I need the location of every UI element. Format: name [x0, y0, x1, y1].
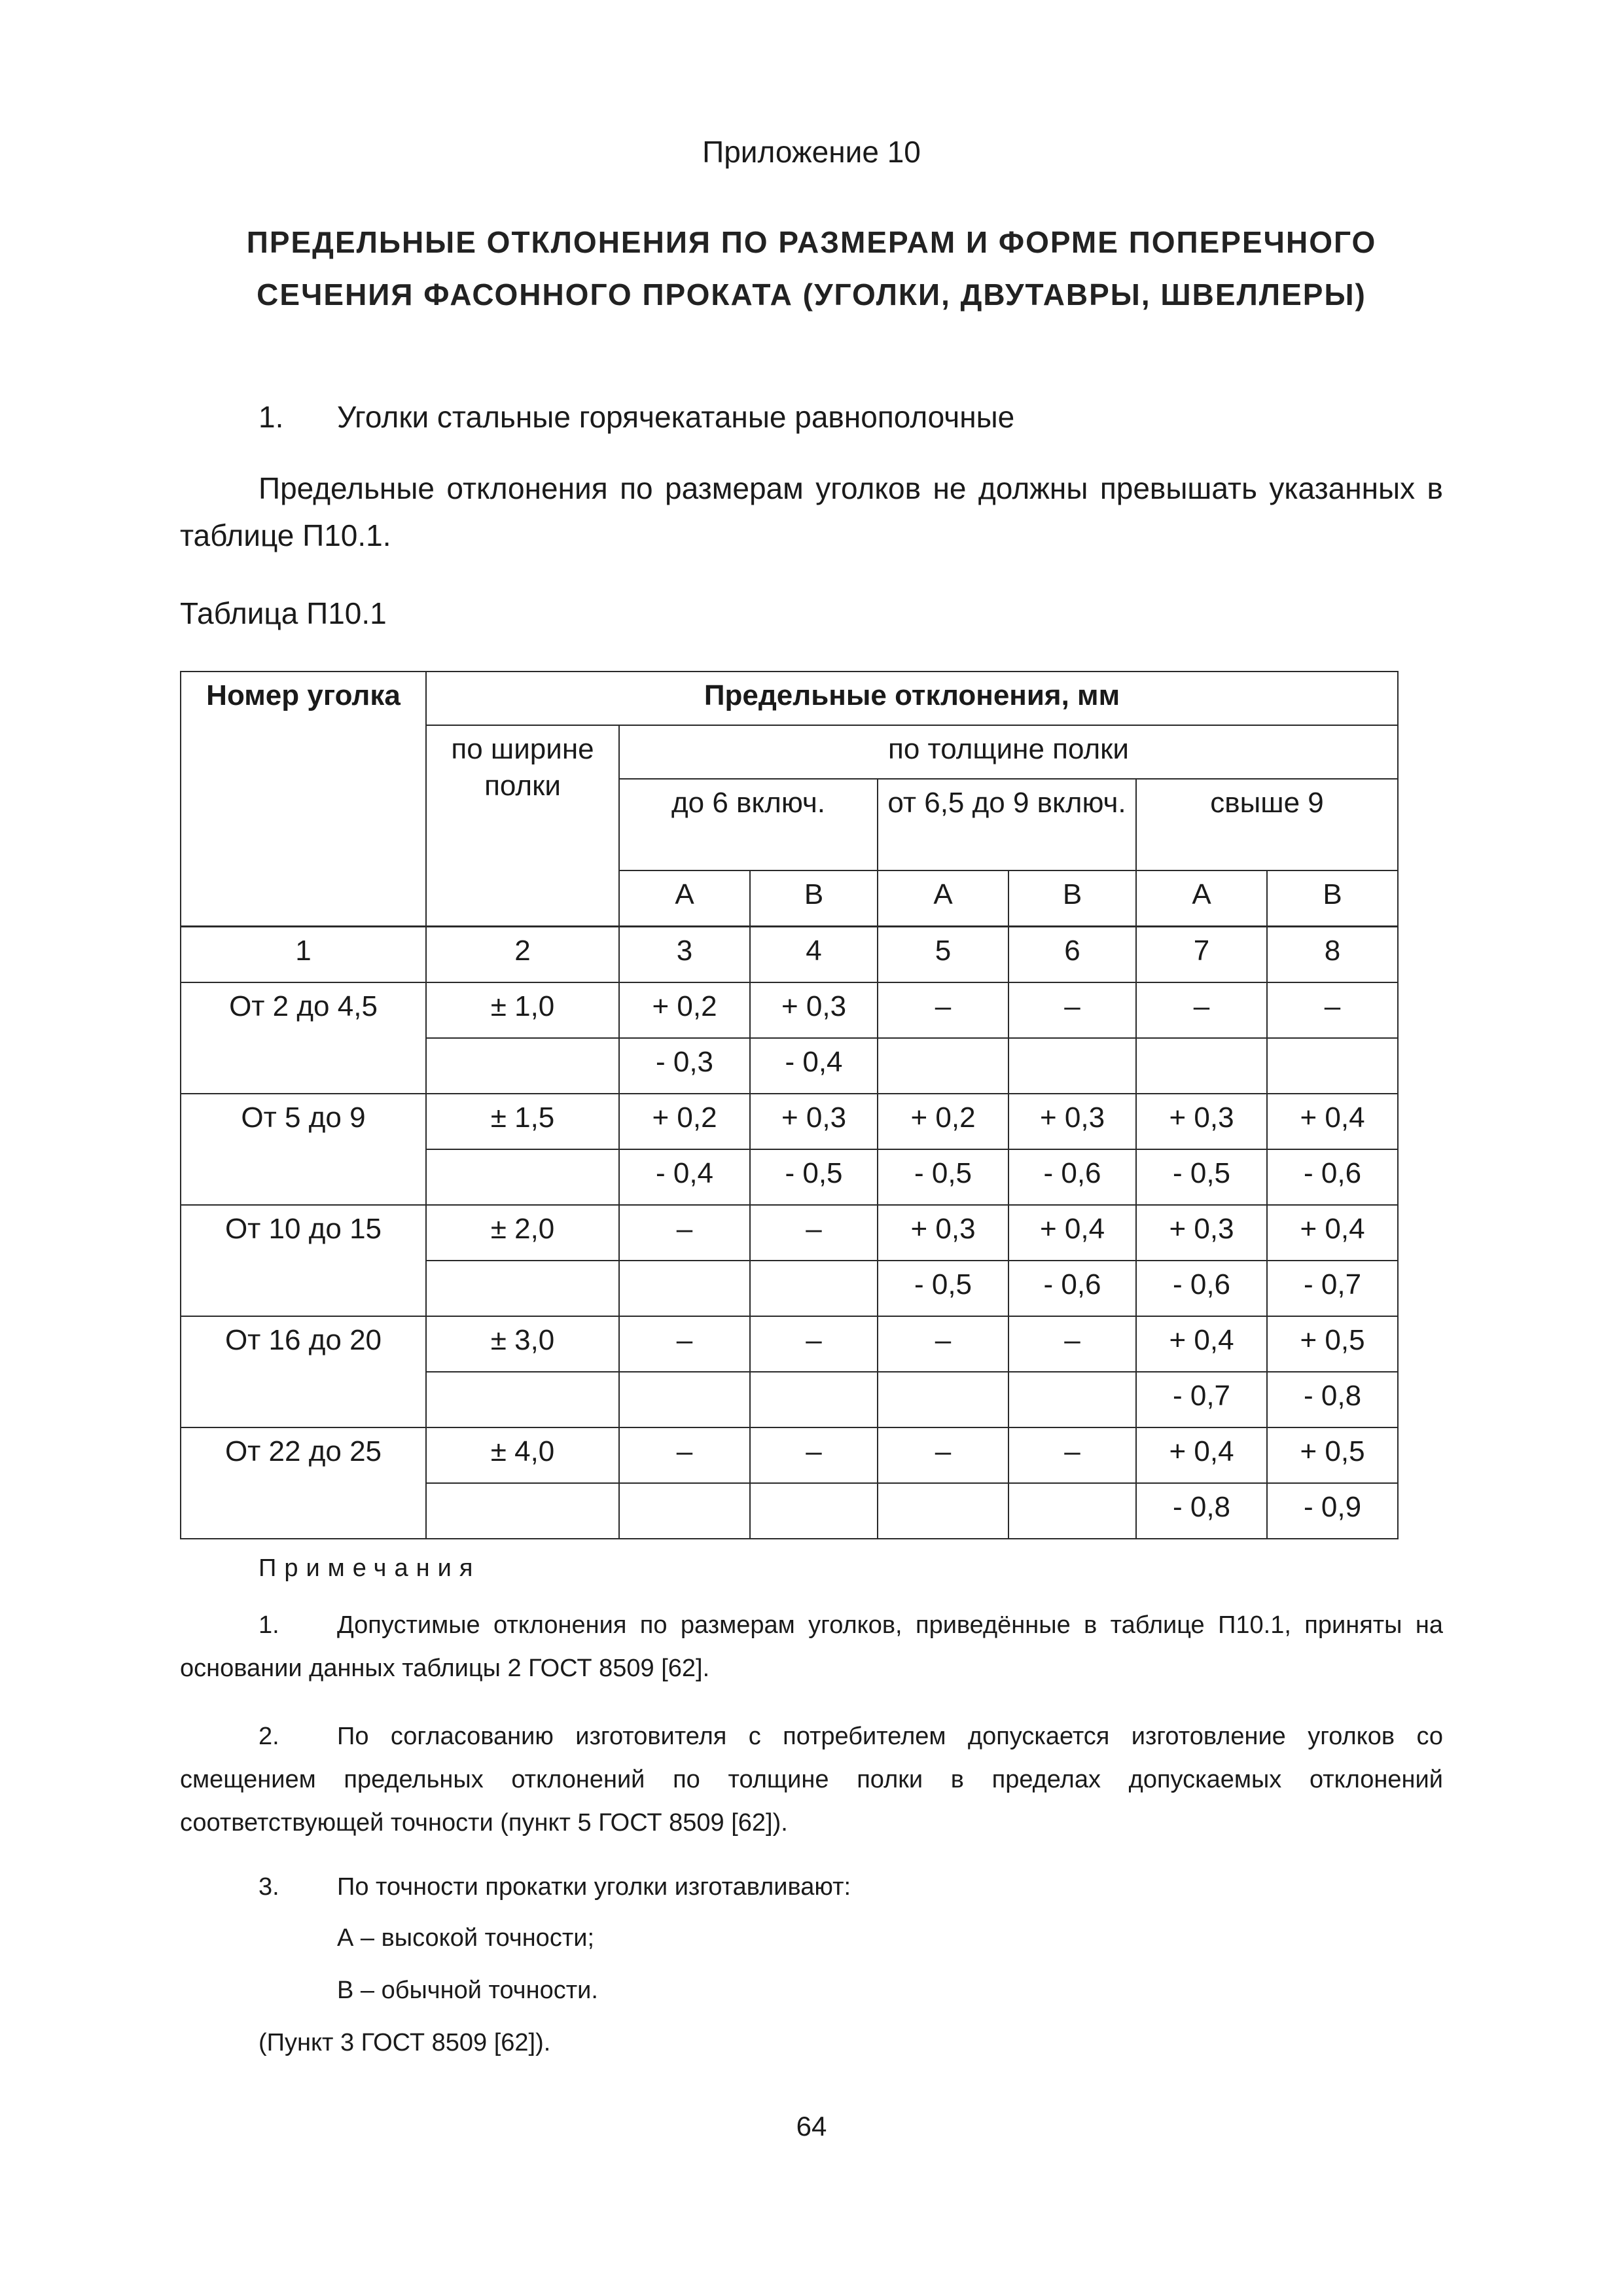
header-upto-6: до 6 включ.: [619, 779, 878, 870]
lower-deviation-cell: [750, 1372, 878, 1427]
upper-deviation-cell: + 0,2: [619, 982, 750, 1038]
title-line-2: СЕЧЕНИЯ ФАСОННОГО ПРОКАТА (УГОЛКИ, ДВУТАВРЫ, ШВЕЛЛЕРЫ): [257, 278, 1366, 312]
lower-deviation-cell: - 0,9: [1267, 1483, 1398, 1539]
header-limit-deviations: Предельные отклонения, мм: [426, 672, 1398, 725]
upper-deviation-cell: + 0,5: [1267, 1427, 1398, 1483]
column-number: 5: [878, 927, 1008, 983]
table-row: [181, 1094, 1398, 1149]
lower-deviation-cell: [750, 1483, 878, 1539]
title-line-1: ПРЕДЕЛЬНЫЕ ОТКЛОНЕНИЯ ПО РАЗМЕРАМ И ФОРМЕ ПОПЕРЕЧНОГО: [246, 225, 1377, 259]
lower-deviation-cell: [1008, 1038, 1136, 1094]
angle-range-cell: От 10 до 15: [181, 1205, 426, 1316]
column-number: 6: [1008, 927, 1136, 983]
lower-deviation-cell: - 0,3: [619, 1038, 750, 1094]
lower-deviation-cell: [878, 1483, 1008, 1539]
column-number: 4: [750, 927, 878, 983]
header-by-thickness: по толщине полки: [619, 725, 1398, 779]
upper-deviation-cell: + 0,3: [750, 982, 878, 1038]
lower-deviation-cell: - 0,8: [1136, 1483, 1267, 1539]
empty-cell: [426, 1038, 619, 1094]
empty-cell: [426, 1483, 619, 1539]
empty-cell: [426, 1149, 619, 1205]
lower-deviation-cell: - 0,8: [1267, 1372, 1398, 1427]
header-accuracy-b: В: [1267, 870, 1398, 927]
lower-deviation-cell: - 0,5: [750, 1149, 878, 1205]
note-text: Допустимые отклонения по размерам уголков, приведённые в таблице П10.1, приняты на основании данных таблицы 2 ГОСТ 8509 [62].: [180, 1611, 1443, 1682]
lower-deviation-cell: - 0,6: [1136, 1261, 1267, 1316]
lower-deviation-cell: - 0,5: [878, 1149, 1008, 1205]
upper-deviation-cell: + 0,5: [1267, 1316, 1398, 1372]
accuracy-b-line: В – обычной точности.: [337, 1977, 598, 2004]
lower-deviation-cell: - 0,5: [878, 1261, 1008, 1316]
column-number: 7: [1136, 927, 1267, 983]
width-deviation-cell: ± 2,0: [426, 1205, 619, 1261]
empty-cell: [426, 1261, 619, 1316]
reference-line: (Пункт 3 ГОСТ 8509 [62]).: [259, 2029, 551, 2056]
header-accuracy-a: А: [878, 870, 1008, 927]
header-from-6-5-to-9: от 6,5 до 9 включ.: [878, 779, 1136, 870]
upper-deviation-cell: + 0,2: [619, 1094, 750, 1149]
column-number: 8: [1267, 927, 1398, 983]
column-number: 2: [426, 927, 619, 983]
upper-deviation-cell: –: [750, 1205, 878, 1261]
intro-paragraph: Предельные отклонения по размерам уголков не должны превышать указанных в таблице П10.1.: [180, 471, 1443, 552]
appendix-label: Приложение 10: [702, 135, 921, 169]
upper-deviation-cell: + 0,4: [1267, 1094, 1398, 1149]
upper-deviation-cell: –: [619, 1316, 750, 1372]
table-row: [181, 1205, 1398, 1261]
upper-deviation-cell: + 0,4: [1008, 1205, 1136, 1261]
note-number: 1.: [259, 1611, 279, 1639]
lower-deviation-cell: [619, 1483, 750, 1539]
empty-cell: [426, 1372, 619, 1427]
section-heading: [259, 399, 1014, 435]
angle-range-cell: От 5 до 9: [181, 1094, 426, 1205]
page-title: [131, 216, 1492, 321]
column-number: 1: [181, 927, 426, 983]
upper-deviation-cell: + 0,2: [878, 1094, 1008, 1149]
lower-deviation-cell: - 0,5: [1136, 1149, 1267, 1205]
column-number: 3: [619, 927, 750, 983]
note-1: [180, 1604, 1443, 1690]
header-accuracy-b: В: [1008, 870, 1136, 927]
table-caption: Таблица П10.1: [180, 596, 387, 630]
column-numbers-row: [181, 927, 1398, 983]
lower-deviation-cell: - 0,7: [1267, 1261, 1398, 1316]
upper-deviation-cell: –: [750, 1316, 878, 1372]
note-3: [180, 1865, 1443, 1909]
note-text: По согласованию изготовителя с потребителем допускается изготовление уголков со смещением предельных отклонений по толщине полки в пределах допускаемых отклонений соответствующей точности (пункт 5 ГОСТ 8509 [62]).: [180, 1723, 1443, 1837]
accuracy-a-line: А – высокой точности;: [337, 1924, 595, 1952]
header-over-9: свыше 9: [1136, 779, 1398, 870]
lower-deviation-cell: - 0,7: [1136, 1372, 1267, 1427]
upper-deviation-cell: –: [1008, 1427, 1136, 1483]
table-row: [181, 1427, 1398, 1483]
upper-deviation-cell: –: [878, 1316, 1008, 1372]
lower-deviation-cell: - 0,4: [619, 1149, 750, 1205]
lower-deviation-cell: [1008, 1483, 1136, 1539]
width-deviation-cell: ± 4,0: [426, 1427, 619, 1483]
lower-deviation-cell: - 0,4: [750, 1038, 878, 1094]
note-number: 2.: [259, 1723, 279, 1750]
section-title: Уголки стальные горячекатаные равнополочные: [337, 400, 1015, 434]
angle-range-cell: От 22 до 25: [181, 1427, 426, 1539]
lower-deviation-cell: [750, 1261, 878, 1316]
upper-deviation-cell: + 0,3: [1008, 1094, 1136, 1149]
section-number: 1.: [259, 400, 284, 434]
lower-deviation-cell: [619, 1261, 750, 1316]
upper-deviation-cell: + 0,3: [750, 1094, 878, 1149]
upper-deviation-cell: + 0,3: [878, 1205, 1008, 1261]
width-deviation-cell: ± 3,0: [426, 1316, 619, 1372]
lower-deviation-cell: [1008, 1372, 1136, 1427]
angle-range-cell: От 16 до 20: [181, 1316, 426, 1427]
upper-deviation-cell: –: [1136, 982, 1267, 1038]
upper-deviation-cell: –: [1008, 1316, 1136, 1372]
lower-deviation-cell: - 0,6: [1008, 1149, 1136, 1205]
angle-range-cell: От 2 до 4,5: [181, 982, 426, 1094]
note-2: [180, 1715, 1443, 1844]
upper-deviation-cell: –: [619, 1427, 750, 1483]
lower-deviation-cell: [878, 1038, 1008, 1094]
upper-deviation-cell: –: [1008, 982, 1136, 1038]
lower-deviation-cell: - 0,6: [1267, 1149, 1398, 1205]
upper-deviation-cell: –: [1267, 982, 1398, 1038]
upper-deviation-cell: –: [619, 1205, 750, 1261]
notes-heading: Примечания: [259, 1554, 481, 1582]
deviations-table: [180, 671, 1399, 1539]
upper-deviation-cell: –: [878, 1427, 1008, 1483]
lower-deviation-cell: [878, 1372, 1008, 1427]
upper-deviation-cell: + 0,3: [1136, 1205, 1267, 1261]
header-accuracy-a: А: [1136, 870, 1267, 927]
lower-deviation-cell: [619, 1372, 750, 1427]
upper-deviation-cell: + 0,4: [1136, 1427, 1267, 1483]
upper-deviation-cell: + 0,4: [1136, 1316, 1267, 1372]
upper-deviation-cell: –: [878, 982, 1008, 1038]
lower-deviation-cell: [1136, 1038, 1267, 1094]
note-text: По точности прокатки уголки изготавливают:: [337, 1873, 851, 1901]
page-number: 64: [796, 2111, 827, 2142]
header-angle-number: Номер уголка: [181, 672, 426, 927]
lower-deviation-cell: [1267, 1038, 1398, 1094]
table-row: [181, 1316, 1398, 1372]
width-deviation-cell: ± 1,5: [426, 1094, 619, 1149]
table-row: [181, 982, 1398, 1038]
width-deviation-cell: ± 1,0: [426, 982, 619, 1038]
note-number: 3.: [259, 1873, 279, 1901]
header-accuracy-a: А: [619, 870, 750, 927]
header-accuracy-b: В: [750, 870, 878, 927]
upper-deviation-cell: + 0,4: [1267, 1205, 1398, 1261]
upper-deviation-cell: + 0,3: [1136, 1094, 1267, 1149]
header-by-width: по ширине полки: [426, 725, 619, 927]
upper-deviation-cell: –: [750, 1427, 878, 1483]
lower-deviation-cell: - 0,6: [1008, 1261, 1136, 1316]
